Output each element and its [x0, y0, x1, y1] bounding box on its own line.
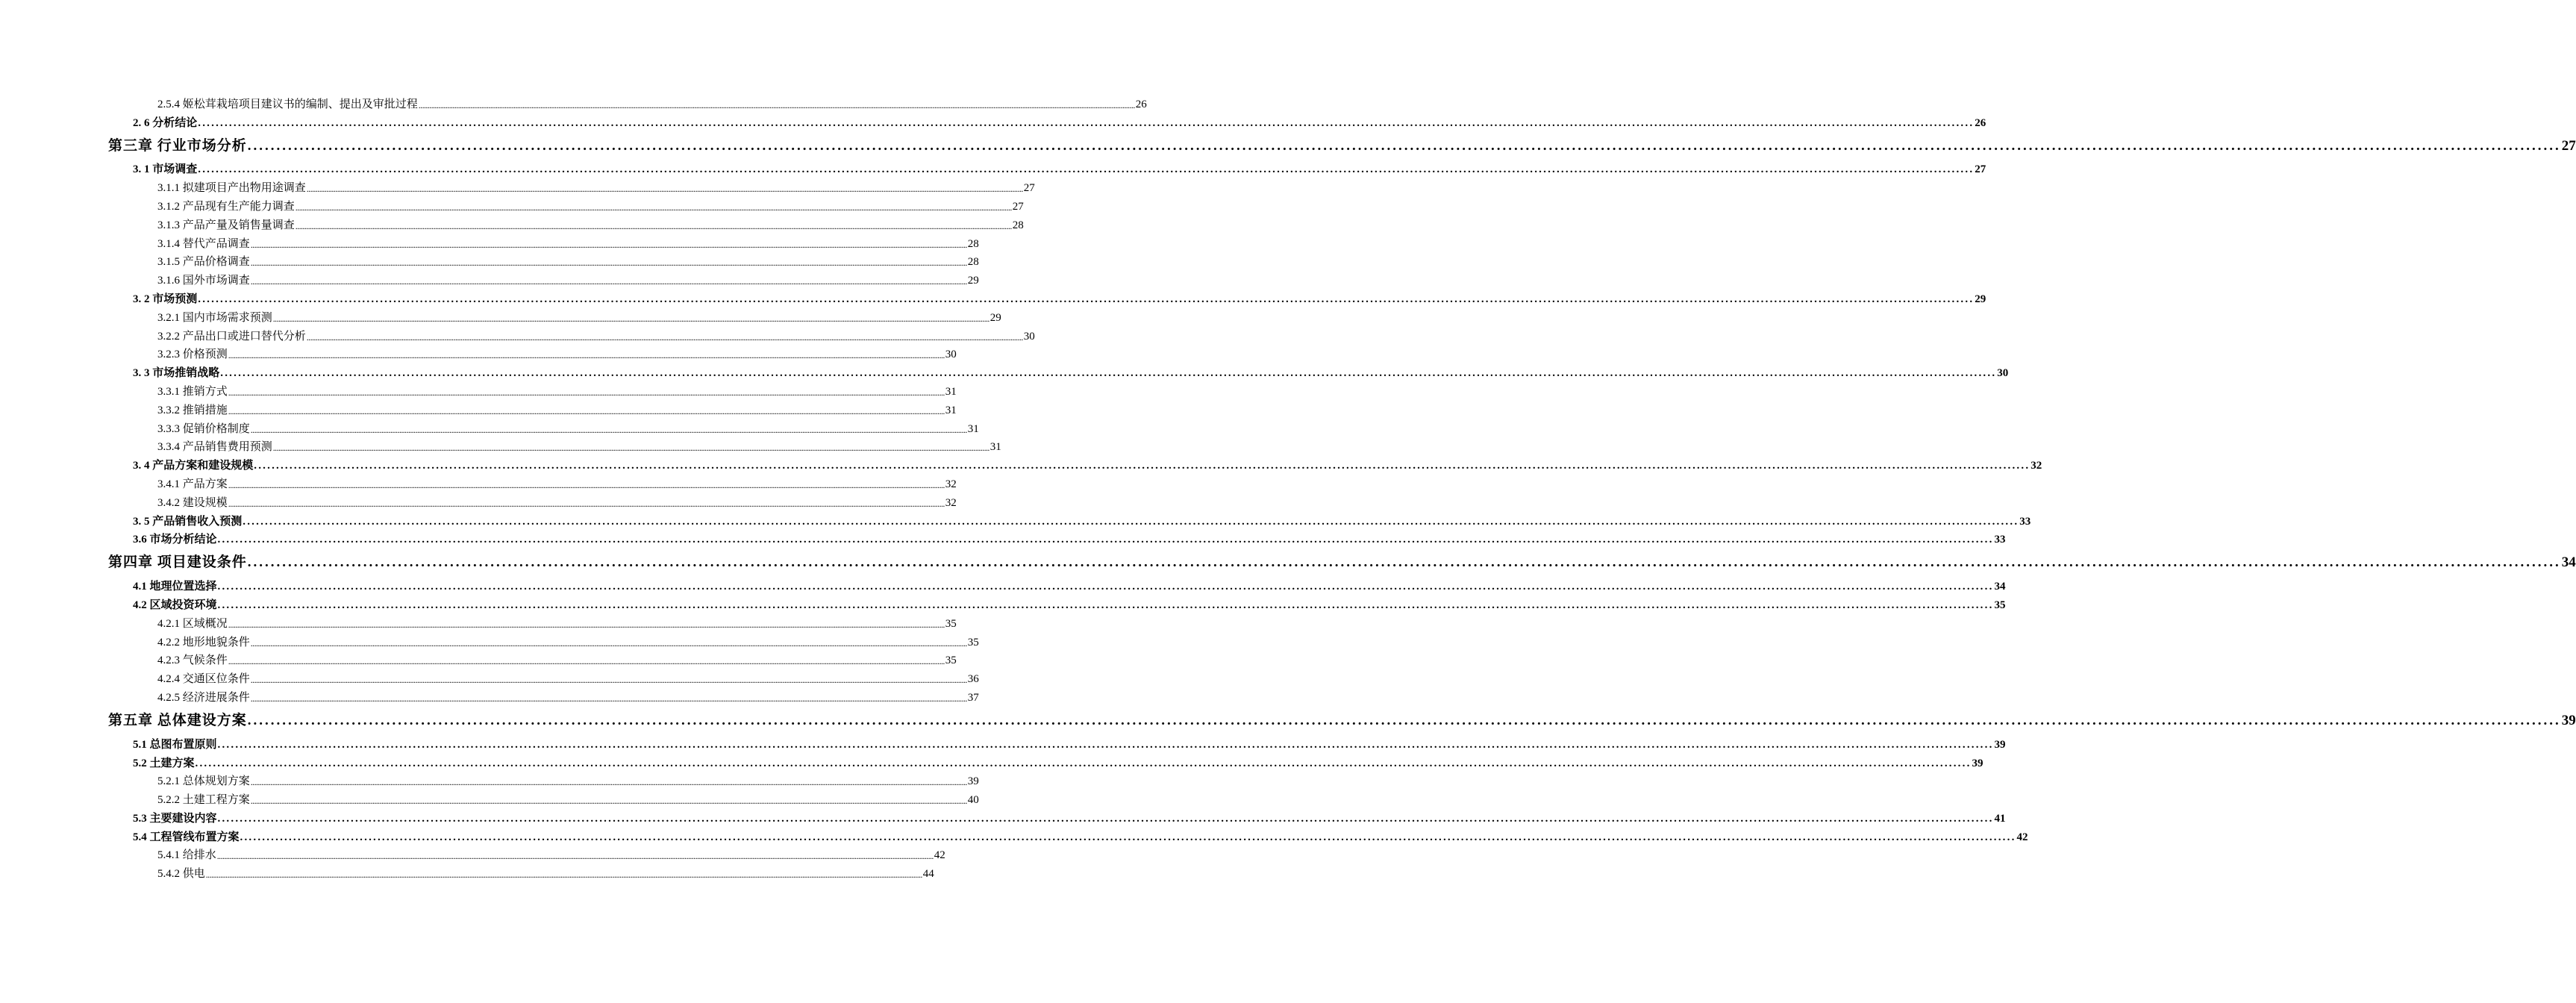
toc-section-entry[interactable]	[108, 111, 1986, 130]
toc-dot-leader: ................................................................................................................................................................................................................................................................................................................................................................................................................	[418, 99, 1135, 110]
toc-entry-title: 4.2 区域投资环境	[133, 599, 217, 611]
toc-page-number: 35	[967, 636, 979, 649]
toc-dot-leader: ................................................................................................................................................................................................................................................................................................................................................................................................................	[228, 479, 945, 490]
toc-dot-leader: ................................................................................................................................................................................................................................................................................................................................................................................................................	[272, 313, 990, 324]
toc-dot-leader: ................................................................................................................................................................................................................................................................................................................................................................................................................	[217, 812, 1994, 825]
toc-dot-leader: ................................................................................................................................................................................................................................................................................................................................................................................................................	[198, 293, 1975, 305]
toc-page-number: 33	[1994, 534, 2006, 546]
toc-page-number: 27	[1012, 200, 1024, 213]
toc-entry-title: 3.4.1 产品方案	[157, 478, 228, 490]
toc-section-entry[interactable]	[108, 528, 2006, 547]
toc-subsection-entry[interactable]	[108, 306, 1001, 325]
toc-page-number: 29	[990, 311, 1001, 324]
toc-entry-title: 3.1.6 国外市场调查	[157, 275, 250, 287]
toc-subsection-entry[interactable]	[108, 686, 979, 704]
toc-entry-title: 3.1.4 替代产品调查	[157, 237, 250, 250]
toc-dot-leader: ................................................................................................................................................................................................................................................................................................................................................................................................................	[250, 796, 967, 807]
toc-page-number: 29	[1975, 293, 1986, 305]
toc-page-number: 39	[1994, 738, 2006, 751]
toc-entry-title: 4.2.1 区域概况	[157, 617, 228, 630]
toc-section-entry[interactable]	[108, 158, 1986, 177]
toc-page-number: 28	[967, 256, 979, 269]
toc-dot-leader: ................................................................................................................................................................................................................................................................................................................................................................................................................	[217, 581, 1994, 593]
toc-entry-title: 3.1.5 产品价格调查	[157, 256, 250, 269]
toc-section-entry[interactable]	[108, 454, 2042, 472]
toc-subsection-entry[interactable]	[108, 343, 957, 362]
toc-page-number: 41	[1994, 812, 2006, 825]
toc-section-entry[interactable]	[108, 593, 2006, 612]
toc-subsection-entry[interactable]	[108, 399, 957, 417]
toc-dot-leader: ................................................................................................................................................................................................................................................................................................................................................................................................................	[254, 460, 2031, 472]
toc-entry-title: 第五章 总体建设方案	[108, 712, 247, 728]
toc-dot-leader: ................................................................................................................................................................................................................................................................................................................................................................................................................	[243, 515, 2019, 528]
toc-entry-title: 5.2.2 土建工程方案	[157, 794, 250, 807]
toc-page-number: 33	[2019, 515, 2031, 528]
toc-dot-leader: ................................................................................................................................................................................................................................................................................................................................................................................................................	[198, 163, 1975, 176]
toc-dot-leader: ................................................................................................................................................................................................................................................................................................................................................................................................................	[247, 554, 2561, 571]
toc-chapter-entry[interactable]	[108, 551, 2576, 571]
toc-page-number: 35	[945, 654, 957, 667]
toc-entry-title: 3.2.2 产品出口或进口替代分析	[157, 330, 306, 343]
toc-dot-leader: ................................................................................................................................................................................................................................................................................................................................................................................................................	[250, 276, 967, 287]
toc-section-entry[interactable]	[108, 361, 2009, 380]
toc-section-entry[interactable]	[108, 510, 2031, 528]
toc-entry-title: 4.1 地理位置选择	[133, 581, 217, 593]
toc-page-number: 27	[2561, 137, 2576, 154]
toc-subsection-entry[interactable]	[108, 770, 979, 789]
toc-page-number: 37	[967, 691, 979, 704]
toc-page-number: 32	[2031, 460, 2042, 472]
toc-dot-leader: ................................................................................................................................................................................................................................................................................................................................................................................................................	[228, 498, 945, 509]
toc-page-number: 36	[967, 673, 979, 686]
toc-subsection-entry[interactable]	[108, 325, 1035, 343]
toc-entry-title: 5.2.1 总体规划方案	[157, 775, 250, 788]
toc-entry-title: 第四章 项目建设条件	[108, 554, 247, 571]
toc-entry-title: 5.4.2 供电	[157, 868, 205, 881]
toc-page-number: 27	[1975, 163, 1986, 176]
toc-page-number: 40	[967, 794, 979, 807]
toc-subsection-entry[interactable]	[108, 844, 945, 863]
toc-entry-title: 2. 6 分析结论	[133, 116, 198, 129]
toc-entry-title: 5.3 主要建设内容	[133, 812, 217, 825]
toc-subsection-entry[interactable]	[108, 862, 934, 881]
toc-subsection-entry[interactable]	[108, 612, 957, 631]
toc-dot-leader: ................................................................................................................................................................................................................................................................................................................................................................................................................	[272, 443, 990, 454]
toc-subsection-entry[interactable]	[108, 436, 1001, 454]
toc-entry-title: 3. 3 市场推销战略	[133, 367, 220, 380]
toc-section-entry[interactable]	[108, 287, 1986, 306]
toc-dot-leader: ................................................................................................................................................................................................................................................................................................................................................................................................................	[216, 851, 934, 862]
toc-page-number: 29	[967, 275, 979, 287]
toc-page-number: 26	[1975, 116, 1986, 129]
toc-page-number: 42	[2016, 831, 2028, 843]
toc-entry-title: 5.2 土建方案	[133, 757, 195, 769]
toc-entry-title: 3. 1 市场调查	[133, 163, 198, 176]
toc-dot-leader: ................................................................................................................................................................................................................................................................................................................................................................................................................	[228, 619, 945, 630]
toc-page-number: 28	[1012, 219, 1024, 231]
toc-subsection-entry[interactable]	[108, 417, 979, 436]
toc-dot-leader: ................................................................................................................................................................................................................................................................................................................................................................................................................	[217, 534, 1994, 546]
toc-dot-leader: ................................................................................................................................................................................................................................................................................................................................................................................................................	[217, 599, 1994, 611]
toc-entry-title: 5.4 工程管线布置方案	[133, 831, 240, 843]
toc-chapter-entry[interactable]	[108, 709, 2576, 729]
toc-dot-leader: ................................................................................................................................................................................................................................................................................................................................................................................................................	[247, 137, 2561, 154]
toc-page-number: 31	[945, 404, 957, 416]
toc-entry-title: 3. 4 产品方案和建设规模	[133, 460, 254, 472]
toc-dot-leader: ................................................................................................................................................................................................................................................................................................................................................................................................................	[250, 777, 967, 788]
toc-subsection-entry[interactable]	[108, 667, 979, 686]
toc-dot-leader: ................................................................................................................................................................................................................................................................................................................................................................................................................	[250, 637, 967, 649]
toc-entry-title: 4.2.2 地形地貌条件	[157, 636, 250, 649]
toc-subsection-entry[interactable]	[108, 213, 1024, 232]
toc-section-entry[interactable]	[108, 825, 2028, 844]
toc-page-number: 32	[945, 478, 957, 490]
toc-page-number: 31	[990, 441, 1001, 454]
toc-subsection-entry[interactable]	[108, 788, 979, 807]
toc-entry-title: 3.2.1 国内市场需求预测	[157, 311, 272, 324]
toc-page-number: 42	[934, 849, 945, 862]
toc-entry-title: 3.2.3 价格预测	[157, 349, 228, 361]
toc-dot-leader: ................................................................................................................................................................................................................................................................................................................................................................................................................	[228, 656, 945, 667]
toc-dot-leader: ................................................................................................................................................................................................................................................................................................................................................................................................................	[205, 869, 922, 881]
toc-entry-title: 5.4.1 给排水	[157, 849, 216, 862]
toc-page-number: 44	[922, 868, 934, 881]
toc-dot-leader: ................................................................................................................................................................................................................................................................................................................................................................................................................	[240, 831, 2016, 843]
toc-subsection-entry[interactable]	[108, 649, 957, 668]
toc-page-number: 32	[945, 496, 957, 509]
toc-entry-title: 3.3.3 促销价格制度	[157, 422, 250, 435]
toc-section-entry[interactable]	[108, 733, 2006, 752]
toc-subsection-entry[interactable]	[108, 176, 1035, 195]
toc-subsection-entry[interactable]	[108, 491, 957, 510]
toc-entry-title: 3.3.4 产品销售费用预测	[157, 441, 272, 454]
toc-subsection-entry[interactable]	[108, 472, 957, 491]
toc-page-number: 34	[2561, 554, 2576, 571]
toc-dot-leader: ................................................................................................................................................................................................................................................................................................................................................................................................................	[306, 184, 1023, 195]
toc-page-number: 39	[2561, 712, 2576, 728]
toc-page-number: 28	[967, 237, 979, 250]
toc-dot-leader: ................................................................................................................................................................................................................................................................................................................................................................................................................	[198, 116, 1975, 129]
toc-page-number: 30	[1997, 367, 2009, 380]
toc-subsection-entry[interactable]	[108, 269, 979, 287]
toc-page-number: 39	[967, 775, 979, 788]
toc-dot-leader: ................................................................................................................................................................................................................................................................................................................................................................................................................	[250, 239, 967, 250]
toc-entry-title: 3.3.2 推销措施	[157, 404, 228, 416]
toc-page-number: 35	[1994, 599, 2006, 611]
toc-dot-leader: ................................................................................................................................................................................................................................................................................................................................................................................................................	[228, 350, 945, 361]
toc-dot-leader: ................................................................................................................................................................................................................................................................................................................................................................................................................	[250, 424, 967, 435]
toc-entry-title: 4.2.5 经济进展条件	[157, 691, 250, 704]
toc-entry-title: 3.1.1 拟建项目产出物用途调查	[157, 182, 306, 195]
toc-page-number: 30	[1023, 330, 1035, 343]
toc-entry-title: 4.2.3 气候条件	[157, 654, 228, 667]
toc-entry-title: 3.1.3 产品产量及销售量调查	[157, 219, 295, 231]
toc-dot-leader: ................................................................................................................................................................................................................................................................................................................................................................................................................	[295, 220, 1012, 231]
table-of-contents	[108, 93, 2576, 881]
toc-page-number: 39	[1972, 757, 1983, 769]
toc-entry-title: 3.1.2 产品现有生产能力调查	[157, 200, 295, 213]
toc-entry-title: 2.5.4 姬松茸栽培项目建议书的编制、提出及审批过程	[157, 98, 418, 110]
toc-entry-title: 3. 5 产品销售收入预测	[133, 515, 243, 528]
toc-entry-title: 第三章 行业市场分析	[108, 137, 247, 154]
toc-entry-title: 3.4.2 建设规模	[157, 496, 228, 509]
toc-page-number: 26	[1135, 98, 1147, 110]
toc-entry-title: 3.6 市场分析结论	[133, 534, 217, 546]
toc-page-number: 30	[945, 349, 957, 361]
toc-page-number: 31	[945, 385, 957, 398]
toc-section-entry[interactable]	[108, 752, 1983, 770]
toc-section-entry[interactable]	[108, 575, 2006, 593]
toc-dot-leader: ................................................................................................................................................................................................................................................................................................................................................................................................................	[295, 201, 1012, 213]
toc-dot-leader: ................................................................................................................................................................................................................................................................................................................................................................................................................	[195, 757, 1972, 769]
toc-dot-leader: ................................................................................................................................................................................................................................................................................................................................................................................................................	[306, 331, 1023, 343]
toc-dot-leader: ................................................................................................................................................................................................................................................................................................................................................................................................................	[250, 675, 967, 686]
toc-chapter-entry[interactable]	[108, 134, 2576, 154]
toc-subsection-entry[interactable]	[108, 631, 979, 649]
toc-dot-leader: ................................................................................................................................................................................................................................................................................................................................................................................................................	[250, 257, 967, 269]
toc-dot-leader: ................................................................................................................................................................................................................................................................................................................................................................................................................	[228, 387, 945, 398]
toc-dot-leader: ................................................................................................................................................................................................................................................................................................................................................................................................................	[250, 693, 967, 704]
toc-subsection-entry[interactable]	[108, 195, 1024, 213]
toc-dot-leader: ................................................................................................................................................................................................................................................................................................................................................................................................................	[220, 367, 1997, 380]
toc-entry-title: 3.3.1 推销方式	[157, 385, 228, 398]
toc-subsection-entry[interactable]	[108, 380, 957, 399]
toc-entry-title: 4.2.4 交通区位条件	[157, 673, 250, 686]
toc-subsection-entry[interactable]	[108, 232, 979, 251]
toc-page-number: 34	[1994, 581, 2006, 593]
toc-dot-leader: ................................................................................................................................................................................................................................................................................................................................................................................................................	[217, 738, 1994, 751]
toc-entry-title: 3. 2 市场预测	[133, 293, 198, 305]
toc-subsection-entry[interactable]	[108, 93, 1147, 111]
toc-dot-leader: ................................................................................................................................................................................................................................................................................................................................................................................................................	[228, 405, 945, 416]
toc-section-entry[interactable]	[108, 807, 2006, 825]
toc-subsection-entry[interactable]	[108, 251, 979, 269]
toc-page-number: 35	[945, 617, 957, 630]
toc-page-number: 27	[1023, 182, 1035, 195]
toc-entry-title: 5.1 总图布置原则	[133, 738, 217, 751]
toc-page-number: 31	[967, 422, 979, 435]
toc-dot-leader: ................................................................................................................................................................................................................................................................................................................................................................................................................	[247, 712, 2561, 728]
